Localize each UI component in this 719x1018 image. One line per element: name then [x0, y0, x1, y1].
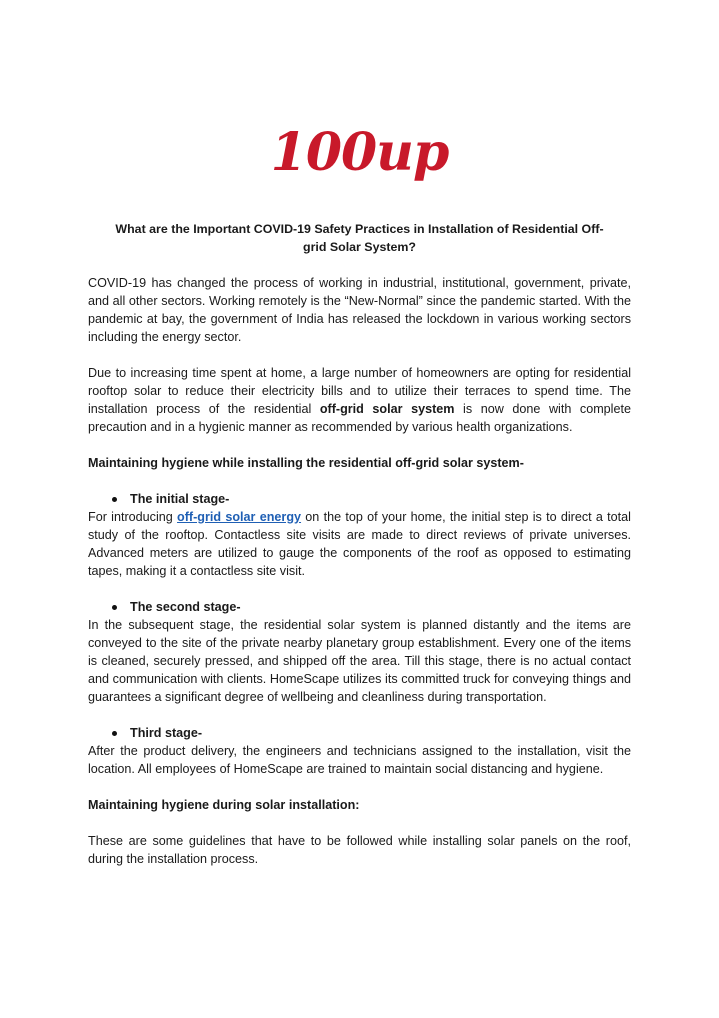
bullet-dot-icon	[112, 731, 117, 736]
initial-stage-after: on the top of your home, the initial step is to direct a total study of the rooftop. Contactless site visits are made to direct reviews of private universes. Advanced meters are utilized to gauge the components of the roof as opposed to estimating tapes, making it a contactless site visit.	[88, 510, 631, 578]
bullet-label: Third stage-	[130, 726, 203, 740]
homeowners-text-after: is now done with complete precaution and in a hygienic manner as recommended by various health organizations.	[88, 402, 631, 434]
initial-stage-paragraph	[88, 508, 631, 580]
section-heading-during-installation: Maintaining hygiene during solar installation:	[88, 798, 360, 812]
homeowners-text-before: Due to increasing time spent at home, a large number of homeowners are opting for residential rooftop solar to reduce their electricity bills and to utilize their terraces to spend time. The installation process of the residential	[88, 366, 631, 416]
logo-text: 100up	[270, 122, 449, 183]
guidelines-paragraph: These are some guidelines that have to be followed while installing solar panels on the roof, during the installation process.	[88, 834, 631, 866]
initial-stage-before: For introducing	[88, 510, 178, 524]
document-body	[88, 220, 631, 868]
bullet-third-stage	[88, 724, 631, 742]
off-grid-solar-system-bold: off-grid solar system	[319, 402, 455, 416]
brand-logo	[0, 118, 719, 210]
bullet-second-stage	[88, 598, 631, 616]
page-title: What are the Important COVID-19 Safety Practices in Installation of Residential Off-grid Solar System?	[115, 222, 604, 254]
bullet-label: The initial stage-	[130, 492, 230, 506]
section-heading-installing: Maintaining hygiene while installing the residential off-grid solar system-	[88, 456, 524, 470]
bullet-dot-icon	[112, 497, 117, 502]
third-stage-paragraph: After the product delivery, the engineers and technicians assigned to the installation, visit the location. All employees of HomeScape are trained to maintain social distancing and hygiene.	[88, 744, 631, 776]
homeowners-paragraph	[88, 364, 631, 436]
off-grid-solar-energy-link[interactable]: off-grid solar energy	[177, 510, 302, 524]
bullet-label: The second stage-	[130, 600, 241, 614]
bullet-initial-stage	[88, 490, 631, 508]
second-stage-paragraph: In the subsequent stage, the residential solar system is planned distantly and the items are conveyed to the site of the private nearby planetary group establishment. Every one of the items is cleaned, securely pressed, and shipped off the area. Till this stage, there is no actual contact and communication with clients. HomeScape utilizes its committed truck for conveying things and guarantees a significant degree of wellbeing and cleanliness during transportation.	[88, 618, 631, 704]
bullet-dot-icon	[112, 605, 117, 610]
intro-paragraph: COVID-19 has changed the process of working in industrial, institutional, government, private, and all other sectors. Working remotely is the “New-Normal” since the pandemic started. With the pandemic at bay, the government of India has released the lockdown in various working sectors including the energy sector.	[88, 276, 631, 344]
